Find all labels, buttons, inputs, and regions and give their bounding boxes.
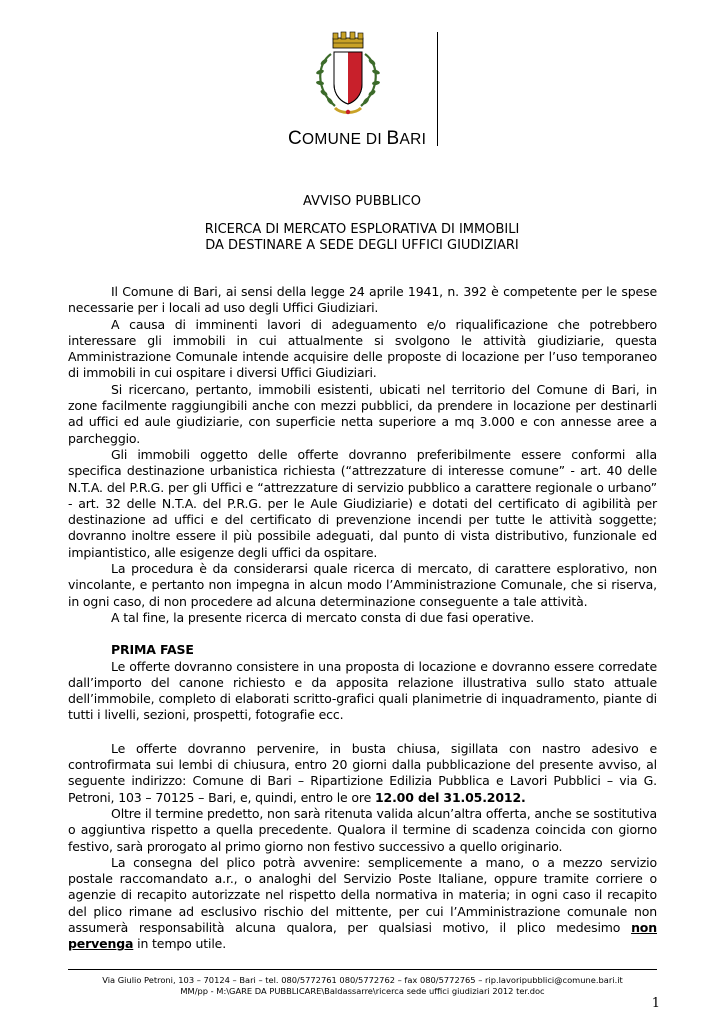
footer-file-path: MM/pp - M:\GARE DA PUBBLICARE\Baldassarre\ricerca sede uffici giudiziari 2012 ter.doc <box>180 986 545 996</box>
paragraph-delivery: La consegna del plico potrà avvenire: semplicemente a mano, o a mezzo servizio postale raccomandato a.r., o analoghi del Servizio Poste Italiane, oppure tramite corriere o agenzie di recapito autorizzate nel rispetto della normativa in materia; in ogni caso il recapito del plico rimane ad esclusivo rischio del mittente, per cui l’Amministrazione comunale non assumerà responsabilità alcuna qualora, per qualsiasi motivo, il plico medesimo non pervenga in tempo utile. <box>68 854 657 952</box>
header-divider-line <box>437 32 438 146</box>
paragraph-submission: Le offerte dovranno pervenire, in busta chiusa, sigillata con nastro adesivo e controfirmata sui lembi di chiusura, entro 20 giorni dalla pubblicazione del presente avviso, al seguente indirizzo: Comune di Bari – Ripartizione Edilizia Pubblica e Lavori Pubblici – via G. Petroni, 103 – 70125 – Bari, e, quindi, entro le ore 12.00 del 31.05.2012. <box>68 740 657 805</box>
page-number: 1 <box>651 996 660 1011</box>
comune-di-bari-crest-icon <box>309 30 387 120</box>
subject-line-2: DA DESTINARE A SEDE DEGLI UFFICI GIUDIZIARI <box>205 238 519 253</box>
heading-prima-fase: PRIMA FASE <box>111 642 194 658</box>
subject-title <box>0 222 724 254</box>
emphasis-non-pervenga: non pervenga <box>68 919 657 952</box>
notice-title: AVVISO PUBBLICO <box>303 194 421 209</box>
paragraph-competence: Il Comune di Bari, ai sensi della legge 24 aprile 1941, n. 392 è competente per le spese necessarie per i locali ad uso degli Uffici Giudiziari. <box>68 284 657 316</box>
subject-line-1: RICERCA DI MERCATO ESPLORATIVA DI IMMOBILI <box>204 222 520 237</box>
paragraph-reason: A causa di imminenti lavori di adeguamento e/o riqualificazione che potrebbero interessare gli immobili in cui attualmente si svolgono le attività giudiziarie, questa Amministrazione Comunale intende acquisire delle proposte di locazione per l’uso temporaneo di immobili in cui ospitare i diversi Uffici Giudiziari. <box>68 316 657 381</box>
paragraph-phases: A tal fine, la presente ricerca di mercato consta di due fasi operative. <box>111 609 535 625</box>
deadline-text: 12.00 del 31.05.2012. <box>374 789 526 805</box>
paragraph-offer-content: Le offerte dovranno consistere in una proposta di locazione e dovranno essere corredate dall’importo del canone richiesto e da apposita relazione illustrativa sullo stato attuale dell’immobile, completo di elaborati scritto-grafici quali planimetrie di inquadramento, piante di tutti i livelli, sezioni, prospetti, fotografie ecc. <box>68 658 657 723</box>
footer-address: Via Giulio Petroni, 103 – 70124 – Bari – tel. 080/5772761 080/5772762 – fax 080/5772765 – rip.lavoripubblici@comune.bari.it <box>102 975 623 985</box>
paragraph-procedure: La procedura è da considerarsi quale ricerca di mercato, di carattere esplorativo, non vincolante, e pertanto non impegna in alcun modo l’Amministrazione Comunale, che si riserva, in ogni caso, di non procedere ad alcuna determinazione conseguente a tale attività. <box>68 561 657 609</box>
notice-body <box>68 284 657 953</box>
paragraph-requirements: Si ricercano, pertanto, immobili esistenti, ubicati nel territorio del Comune di Bari, in zone facilmente raggiungibili anche con mezzi pubblici, da prendere in locazione per destinarli ad uffici ed aule giudiziarie, con superficie netta superiore a mq 3.000 e con annesse aree a parcheggio. <box>68 381 657 446</box>
paragraph-zoning: Gli immobili oggetto delle offerte dovranno preferibilmente essere conformi alla specifica destinazione urbanistica richiesta (“attrezzature di interesse comune” - art. 40 delle N.T.A. del P.R.G. per gli Uffici e “attrezzature di servizio pubblico a carattere regionale o urbano” - art. 32 delle N.T.A. del P.R.G. per le Aule Giudiziarie) e dotati del certificato di agibilità per destinazione ad uffici e del certificato di prevenzione incendi per tutte le attività soggette; dovranno inoltre essere il più possibile adeguati, dal punto di vista distributivo, funzionale ed impiantistico, alle esigenze degli uffici da ospitare. <box>68 446 657 560</box>
footer-divider-line <box>68 969 657 970</box>
comune-di-bari-logo-text: COMUNE DI BARI <box>288 128 427 149</box>
paragraph-late-offers: Oltre il termine predetto, non sarà ritenuta valida alcun’altra offerta, anche se sostitutiva o aggiuntiva rispetto a quella precedente. Qualora il termine di scadenza coincida con giorno festivo, sarà prorogato al primo giorno non festivo successivo a quello originario. <box>68 805 657 854</box>
